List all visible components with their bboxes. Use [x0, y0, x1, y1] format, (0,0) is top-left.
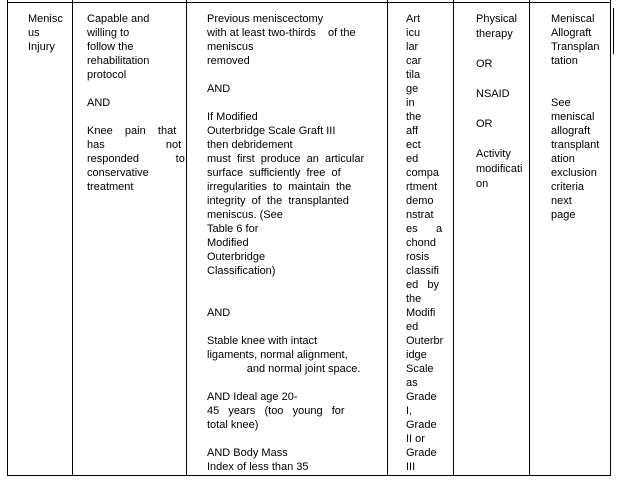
- text-line: [87, 82, 183, 96]
- text-line: [551, 68, 604, 82]
- text-line: [207, 68, 370, 82]
- text-line: [207, 432, 370, 446]
- page-edge-tick: [613, 8, 614, 54]
- text-line: willing to: [87, 27, 130, 39]
- text-line: allograft: [551, 125, 591, 137]
- text-line: Art: [406, 13, 421, 25]
- text-line: Grade: [406, 419, 437, 431]
- text-line: [87, 110, 183, 124]
- text-line: aff: [406, 125, 419, 137]
- text-line: II or: [406, 433, 425, 445]
- text-line: OR: [476, 58, 493, 70]
- text-line: Table 6 for: [207, 223, 259, 235]
- text-line: lar: [406, 41, 419, 53]
- text-line: demo: [406, 195, 434, 207]
- text-line: [207, 292, 370, 306]
- criteria-table: [7, 0, 611, 476]
- text-line: modificati: [476, 163, 523, 175]
- text-line: tila: [406, 69, 421, 81]
- text-line: I,: [406, 405, 413, 417]
- cell-surgical-criteria: [186, 0, 387, 475]
- text-line: with at least two-thirds of the: [207, 27, 356, 39]
- text-line: total knee): [207, 419, 259, 431]
- text-line: rosis: [406, 251, 430, 263]
- text-line: tation: [551, 55, 578, 67]
- text-line: Outerbridge Scale Graft III: [207, 125, 336, 137]
- text-line: ed: [406, 153, 419, 165]
- text-line: Physical: [476, 13, 517, 25]
- text-line: surface sufficiently free of: [207, 167, 341, 179]
- text-line: on: [476, 178, 489, 190]
- text-line: as: [406, 377, 418, 389]
- imaging-findings-text: [388, 0, 453, 474]
- text-line: [476, 102, 526, 117]
- text-line: AND Ideal age 20-: [207, 391, 298, 403]
- text-line: [476, 42, 526, 57]
- text-line: and normal joint space.: [207, 363, 361, 375]
- text-line: the: [406, 111, 422, 123]
- text-line: follow the: [87, 41, 134, 53]
- text-line: OR: [476, 118, 493, 130]
- text-line: [551, 82, 604, 96]
- text-line: Classification): [207, 265, 276, 277]
- text-line: removed: [207, 55, 250, 67]
- text-line: conservative: [87, 167, 149, 179]
- surgical-criteria-text: [187, 0, 387, 474]
- text-line: protocol: [87, 69, 127, 81]
- text-line: [207, 96, 370, 110]
- text-line: AND: [207, 307, 231, 319]
- text-line: [476, 72, 526, 87]
- text-line: Outerbridge: [207, 251, 266, 263]
- text-line: nstrat: [406, 209, 434, 221]
- text-line: exclusion: [551, 167, 597, 179]
- text-line: Modifi: [406, 307, 436, 319]
- text-line: Allograft: [551, 27, 592, 39]
- text-line: meniscus. (See: [207, 209, 283, 221]
- text-line: icu: [406, 27, 421, 39]
- text-line: III: [406, 461, 416, 473]
- text-line: Capable and: [87, 13, 150, 25]
- text-line: Stable knee with intact: [207, 335, 318, 347]
- text-line: page: [551, 209, 576, 221]
- text-line: compa: [406, 167, 440, 179]
- text-line: classifi: [406, 265, 440, 277]
- text-line: AND: [87, 97, 111, 109]
- text-line: irregularities to maintain the: [207, 181, 352, 193]
- text-line: ligaments, normal alignment,: [207, 349, 348, 361]
- text-line: Transplan: [551, 41, 600, 53]
- text-line: meniscal: [551, 111, 595, 123]
- text-line: es a: [406, 223, 443, 235]
- text-line: rehabilitation: [87, 55, 150, 67]
- text-line: [476, 132, 526, 147]
- text-line: criteria: [551, 181, 585, 193]
- text-line: Grade: [406, 447, 437, 459]
- text-line: Meniscal: [551, 13, 595, 25]
- text-line: Activity: [476, 148, 511, 160]
- text-line: [207, 376, 370, 390]
- text-line: ge: [406, 83, 419, 95]
- text-line: ect: [406, 139, 421, 151]
- text-line: the: [406, 293, 422, 305]
- text-line: ation: [551, 153, 575, 165]
- text-line: AND: [207, 83, 231, 95]
- text-line: next: [551, 195, 572, 207]
- text-line: has not: [87, 139, 182, 151]
- text-line: Outerbr: [406, 335, 444, 347]
- conservative-treatment-text: [454, 0, 529, 192]
- cell-imaging-findings: [387, 0, 453, 475]
- text-line: in: [406, 97, 415, 109]
- text-line: Grade: [406, 391, 437, 403]
- cell-meniscus-injury: [7, 0, 72, 475]
- cell-conservative-treatment: [453, 0, 529, 475]
- text-line: rtment: [406, 181, 438, 193]
- text-line: 45 years (too young for: [207, 405, 345, 417]
- text-line: treatment: [87, 181, 134, 193]
- text-line: Knee pain that: [87, 125, 177, 137]
- text-line: If Modified: [207, 111, 258, 123]
- text-line: Menisc: [28, 13, 63, 25]
- text-line: Scale: [406, 363, 434, 375]
- text-line: ed by: [406, 279, 440, 291]
- text-line: idge: [406, 349, 427, 361]
- cell-procedure: [529, 0, 610, 475]
- text-line: integrity of the transplanted: [207, 195, 349, 207]
- text-line: [207, 320, 370, 334]
- text-line: therapy: [476, 28, 513, 40]
- cell-patient-criteria: [72, 0, 186, 475]
- text-line: must first produce an articular: [207, 153, 365, 165]
- patient-criteria-text: [73, 0, 186, 194]
- text-line: transplant: [551, 139, 600, 151]
- text-line: Injury: [28, 41, 55, 53]
- text-line: AND Body Mass: [207, 447, 288, 459]
- text-line: chond: [406, 237, 436, 249]
- diagnosis-text: [8, 0, 72, 54]
- text-line: car: [406, 55, 422, 67]
- text-line: Index of less than 35: [207, 461, 309, 473]
- text-line: ed: [406, 321, 419, 333]
- text-line: NSAID: [476, 88, 510, 100]
- text-line: responded to: [87, 153, 185, 165]
- text-line: meniscus: [207, 41, 254, 53]
- text-line: [207, 278, 370, 292]
- text-line: then debridement: [207, 139, 293, 151]
- text-line: Modified: [207, 237, 249, 249]
- text-line: Previous meniscectomy: [207, 13, 324, 25]
- procedure-text: [530, 0, 610, 222]
- text-line: See: [551, 97, 571, 109]
- text-line: us: [28, 27, 40, 39]
